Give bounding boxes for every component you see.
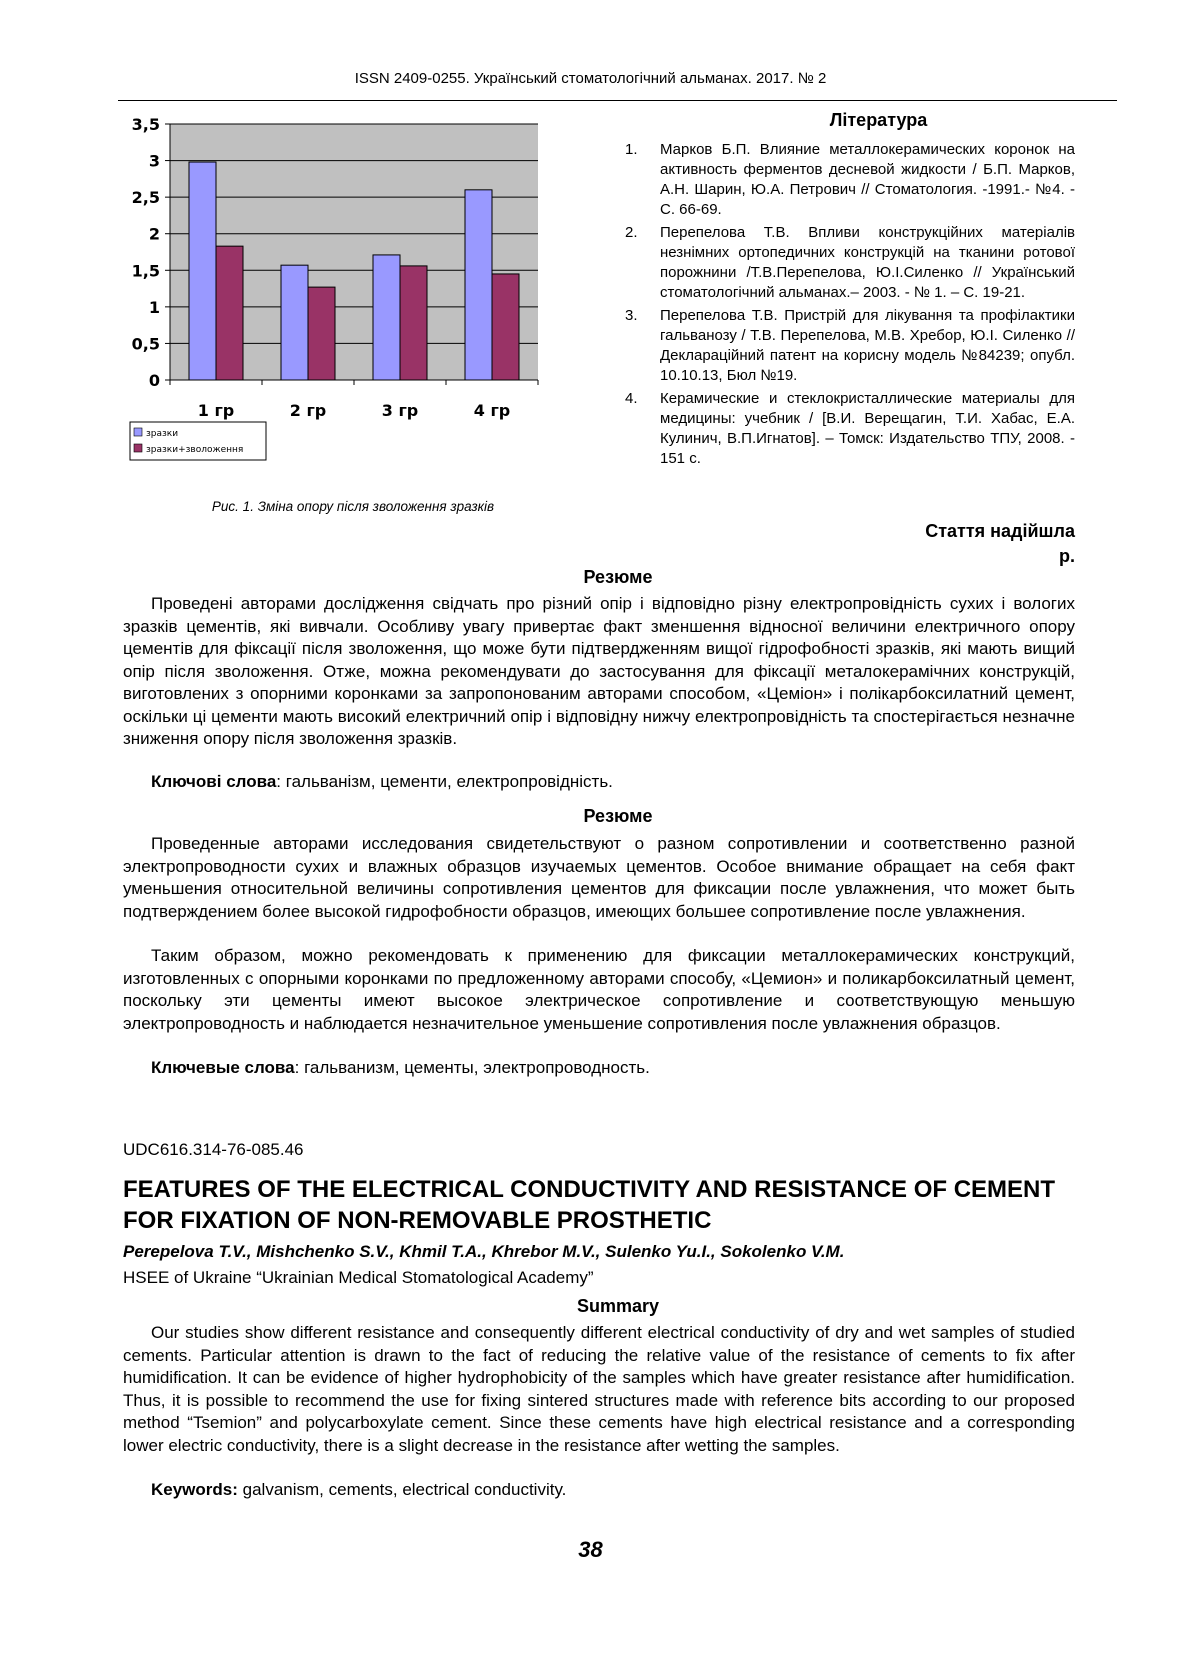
bar [465,190,492,380]
summary-title: Summary [576,1296,660,1316]
reference-number: 4. [625,390,638,407]
bar [373,255,400,380]
reference-text: Перепелова Т.В. Впливи конструкційних матеріалів незнімних ортопедичних конструкцій на тканини ротової порожнини /Т.В.Перепелова, Ю.І.Силенко // Український стоматологічний альманах.– 2003. - № 1. – С. 19-21. [660,224,1075,301]
keywords-ua [151,772,1081,792]
keywords-ru [151,1058,1081,1078]
article-title [123,1174,1103,1236]
legend-label: зразки+зволоження [146,445,244,455]
reference-item [615,223,1075,303]
resume-ru-title: Резюме [583,806,653,826]
y-tick-label: 0 [148,371,160,390]
udc-code: UDC616.314-76-085.46 [123,1140,304,1159]
reference-number: 1. [625,141,638,158]
legend-swatch [134,444,142,452]
x-tick-label: 2 гр [289,401,327,420]
received-label: Стаття надійшла [925,521,1075,541]
y-tick-label: 3 [148,151,160,171]
x-tick-label: 1 гр [197,401,235,420]
reference-item [615,140,1075,220]
y-tick-label: 1 [148,297,160,317]
keywords-en-label: Keywords: [151,1480,238,1499]
page-number: 38 [578,1537,603,1562]
resume-ru-text-1: Проведенные авторами исследования свидетельствуют о разном сопротивлении и соответственно разной электропроводности сухих и влажных образцов изучаемых цементов. Особое внимание обращает на себя факт уменьшения относительной величины сопротивления цементов для фиксации после увлажнения, что может быть подтверждением более высокой гидрофобности образцов, имеющих большее сопротивление после увлажнения. [123,834,1075,921]
figure-caption: Рис. 1. Зміна опору після зволоження зразків [211,499,495,514]
reference-item [615,389,1075,469]
y-tick-label: 0,5 [131,334,160,354]
bar [216,246,243,380]
bar [189,162,216,380]
keywords-ua-label: Ключові слова [151,772,277,791]
bar [281,265,308,380]
legend-label: зразки [146,429,179,439]
reference-number: 2. [625,224,638,241]
journal-header: ISSN 2409-0255. Український стоматологічний альманах. 2017. № 2 [354,70,827,87]
y-tick-label: 2,5 [131,188,160,208]
resistance-bar-chart [118,112,588,522]
article-title-line-2: FOR FIXATION OF NON-REMOVABLE PROSTHETIC [123,1207,712,1234]
y-tick-label: 1,5 [131,261,160,281]
reference-number: 3. [625,307,638,324]
x-tick-label: 3 гр [381,401,419,420]
keywords-ru-text: : гальванизм, цементы, электропроводность. [294,1058,650,1077]
header-divider [118,100,1117,101]
x-tick-label: 4 гр [473,401,511,420]
reference-text: Керамические и стеклокристаллические материалы для медицины: учебник / [В.И. Верещагин, Т.И. Хабас, Е.А. Кулинич, В.П.Игнатов]. – Томск: Издательство ТПУ, 2008. - 151 с. [660,390,1075,467]
received-note [700,519,1075,569]
chart-legend [130,422,266,460]
reference-item [615,306,1075,386]
resume-ru-text-2: Таким образом, можно рекомендовать к применению для фиксации металлокерамических конструкций, изготовленных с опорными коронками по предложенному авторами способу, «Цемион» и поликарбоксилатный цемент, поскольку эти цементы имеют высокое электрическое сопротивление и соответствующую меньшую электропроводность и наблюдается незначительное уменьшение сопротивления после увлажнения образцов. [123,946,1075,1033]
bar [308,287,335,380]
authors: Perepelova T.V., Mishchenko S.V., Khmil T.A., Khrebor M.V., Sulenko Yu.I., Sokolenko V.M. [123,1242,845,1261]
affiliation: HSEE of Ukraine “Ukrainian Medical Stomatological Academy” [123,1268,594,1287]
keywords-ru-label: Ключевые слова [151,1058,295,1077]
resume-ua-title: Резюме [583,567,653,587]
legend-swatch [134,428,142,436]
keywords-en [151,1480,1081,1500]
keywords-en-text: galvanism, cements, electrical conductivity. [237,1480,567,1499]
references-title: Література [829,110,928,130]
received-date: р. [1059,546,1075,566]
bar [492,274,519,380]
resume-ua-text: Проведені авторами дослідження свідчать про різний опір і відповідно різну електропровідність сухих і вологих зразків цементів, які вивчали. Особливу увагу привертає факт зменшення відносної величини електричного опору цементів для фіксації після зволоження, що може бути підтвердженням вищої гідрофобності зразків, які мають вищий опір після зволоження. Отже, можна рекомендувати до застосування для фіксації металокерамічних конструкцій, виготовлених з опорними коронками за запропонованим авторами способом, «Цеміон» і полікарбоксилатний цемент, оскільки ці цементи мають високий електричний опір і відповідну нижчу електропровідність та спостерігається незначне зниження опору після зволоження зразків. [123,594,1075,748]
references-list [615,140,1075,472]
keywords-ua-text: : гальванізм, цементи, електропровідність. [276,772,613,791]
reference-text: Марков Б.П. Влияние металлокерамических коронок на активность ферментов десневой жидкости / Б.П. Марков, А.Н. Шарин, Ю.А. Петрович // Стоматология. -1991.- №4. - С. 66-69. [660,141,1075,218]
bar [400,266,427,380]
y-tick-label: 3,5 [131,115,160,134]
reference-text: Перепелова Т.В. Пристрій для лікування та профілактики гальванозу / Т.В. Перепелова, М.В. Хребор, Ю.І. Силенко //Декларацiйний патент на корисну модель №84239; опубл. 10.10.13, Бюл №19. [660,307,1075,384]
y-tick-label: 2 [148,224,160,244]
article-title-line-1: FEATURES OF THE ELECTRICAL CONDUCTIVITY AND RESISTANCE OF CEMENT [123,1176,1056,1203]
summary-text: Our studies show different resistance and consequently different electrical conductivity of dry and wet samples of studied cements. Particular attention is drawn to the fact of reducing the relative value of the resistance of cements to fix after humidification. It can be evidence of higher hydrophobicity of the samples which have greater resistance after humidification. Thus, it is possible to recommend the use for fixing sintered structures made with reference bits according to our proposed method “Tsemion” and polycarboxylate cement. Since these cements have high electrical resistance and a corresponding lower electric conductivity, there is a slight decrease in the resistance after wetting the samples. [123,1323,1075,1455]
